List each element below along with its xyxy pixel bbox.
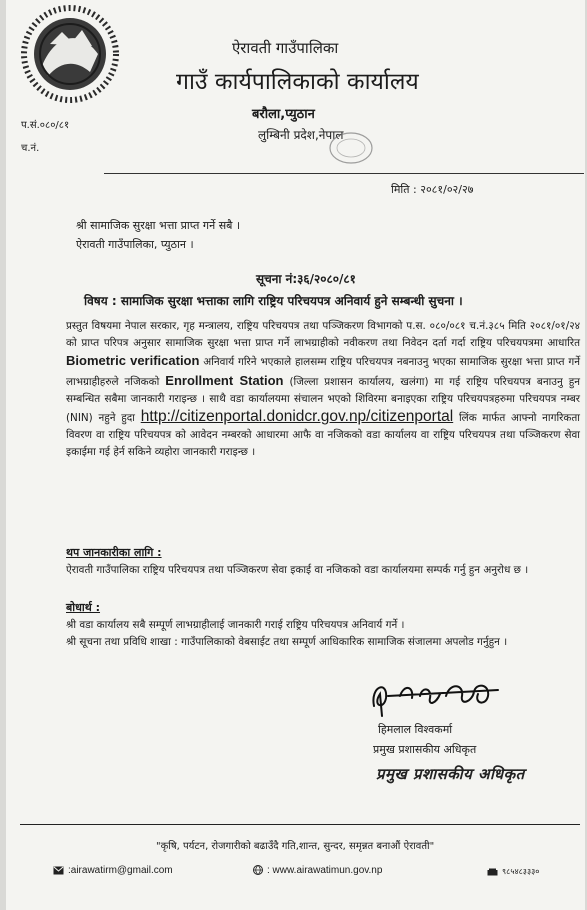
office-stamp — [328, 130, 374, 166]
footer-website[interactable] — [253, 865, 382, 876]
biometric-term: Biometric verification — [66, 353, 200, 369]
body-part-2: अनिवार्य गरिने भएकाले हालसम्म राष्ट्रिय परिचयपत्र नबनाउनु भएका सामाजिक सुरक्षा भत्ता प्राप्त गर्ने लाभग्राहीहरुले नजिकको — [66, 356, 580, 388]
cc-item-wards: श्री वडा कार्यालय सबै सम्पूर्ण लाभग्राहीलाई जानकारी गराई राष्ट्रिय परिचयपत्र अनिवार्य गर्ने । — [66, 619, 405, 631]
letter-date: मिति : २०८१/०२/२७ — [391, 183, 474, 196]
cc-heading: बोधार्थ : — [66, 601, 101, 614]
footer-phone-text: ९८५४८३३३० — [502, 867, 540, 876]
letter-page — [6, 0, 585, 910]
recipient-line-2: ऐरावती गाउँपालिका, प्युठान । — [76, 238, 194, 251]
footer-divider — [20, 824, 580, 825]
office-location: बरौला,प्युठान — [252, 107, 315, 122]
reference-number: प.सं.०८०/८१ — [21, 120, 70, 131]
cc-item-it-section: श्री सूचना तथा प्रविधि शाखा : गाउँपालिकाको वेबसाईट तथा सम्पूर्ण आधिकारिक सामाजिक संजालमा अपलोड गर्नुहुन । — [66, 635, 508, 648]
citizen-portal-link[interactable]: http://citizenportal.donidcr.gov.np/citizenportal — [140, 408, 454, 426]
body-part-3: (जिल्ला प्रशासन कार्यालय, खलंगा) मा गई राष्ट्रिय परिचयपत्र बनाउनु हुन सम्बन्धित सबैमा जानकारी गराइन्छ । साथै वडा कार्यालयमा संचालन भएको शिविरमा बनाइएका राष्ट्रिय परिचयपत्रहरुमा परिचयपत्र नम्बर (NIN) नहुने हुदा — [66, 375, 580, 425]
body-paragraph — [66, 318, 580, 462]
footer-slogan: "कृषि, पर्यटन, रोजगारीको बढाउँदै गति,शान्त, सुन्दर, समृन्नत बनाऔं ऐरावती" — [156, 841, 435, 852]
footer-website-text: : www.airawatimun.gov.np — [267, 865, 383, 876]
footer-email[interactable] — [53, 865, 173, 876]
office-name: गाउँ कार्यपालिकाको कार्यालय — [176, 69, 419, 95]
email-icon — [53, 866, 64, 875]
signatory-name: हिमलाल विश्वकर्मा — [378, 723, 453, 736]
cc-list — [66, 617, 581, 650]
signatory-stamp: प्रमुख प्रशासकीय अधिकृत — [376, 765, 525, 783]
footer-phone — [487, 866, 539, 877]
enrollment-term: Enrollment Station — [165, 372, 284, 388]
globe-icon — [253, 865, 263, 875]
more-info-heading: थप जानकारीका लागि : — [66, 546, 162, 559]
phone-icon — [487, 868, 498, 876]
handwritten-signature — [366, 676, 506, 718]
more-info-text: ऐरावती गाउँपालिका राष्ट्रिय परिचयपत्र तथा पञ्जिकरण सेवा इकाई वा नजिकको वडा कार्यालयमा सम्पर्क गर्नु हुन अनुरोध छ । — [66, 564, 529, 576]
notice-number: सूचना नं:३६/२०८०/८१ — [256, 272, 356, 286]
municipality-name: ऐरावती गाउँपालिका — [232, 39, 339, 57]
body-part-1: प्रस्तुत विषयमा नेपाल सरकार, गृह मन्त्रालय, राष्ट्रिय परिचयपत्र तथा पञ्जिकरण विभागको प.स. ०८०/०८१ च.नं.३८५ मिति २०८१/०१/२४ को प्राप्त परिपत्र अनुसार सामाजिक सुरक्षा भत्ता प्राप्त गर्ने लाभग्राहीको नवीकरण तथा निवेदन दर्ता गर्दा राष्ट्रिय परिचयपत्रमा आधारित — [66, 320, 580, 350]
footer-email-text: :airawatirm@gmail.com — [68, 865, 173, 876]
nepal-emblem-logo — [20, 4, 120, 104]
body-part-4: लिंक मार्फत आफ्नो नागरिकता विवरण वा राष्ट्रिय परिचयपत्र को आवेदन नम्बरको आधारमा आफै वा नजिकको वडा कार्यालय वा राष्ट्रिय परिचयपत्र तथा पञ्जिकरण सेवा इकाईमा गई हेर्न सकिने व्यहोरा जानकारी गराइन्छ । — [66, 412, 580, 459]
signatory-title: प्रमुख प्रशासकीय अधिकृत — [373, 743, 477, 756]
recipient-line-1: श्री सामाजिक सुरक्षा भत्ता प्राप्त गर्ने सबै । — [76, 219, 241, 232]
dispatch-number: च.नं. — [21, 143, 40, 154]
subject-line: विषय : सामाजिक सुरक्षा भत्ताका लागि राष्ट्रिय परिचयपत्र अनिवार्य हुने सम्बन्धी सुचना । — [84, 294, 463, 308]
header-divider — [104, 173, 584, 174]
office-province: लुम्बिनी प्रदेश,नेपाल — [258, 128, 344, 142]
